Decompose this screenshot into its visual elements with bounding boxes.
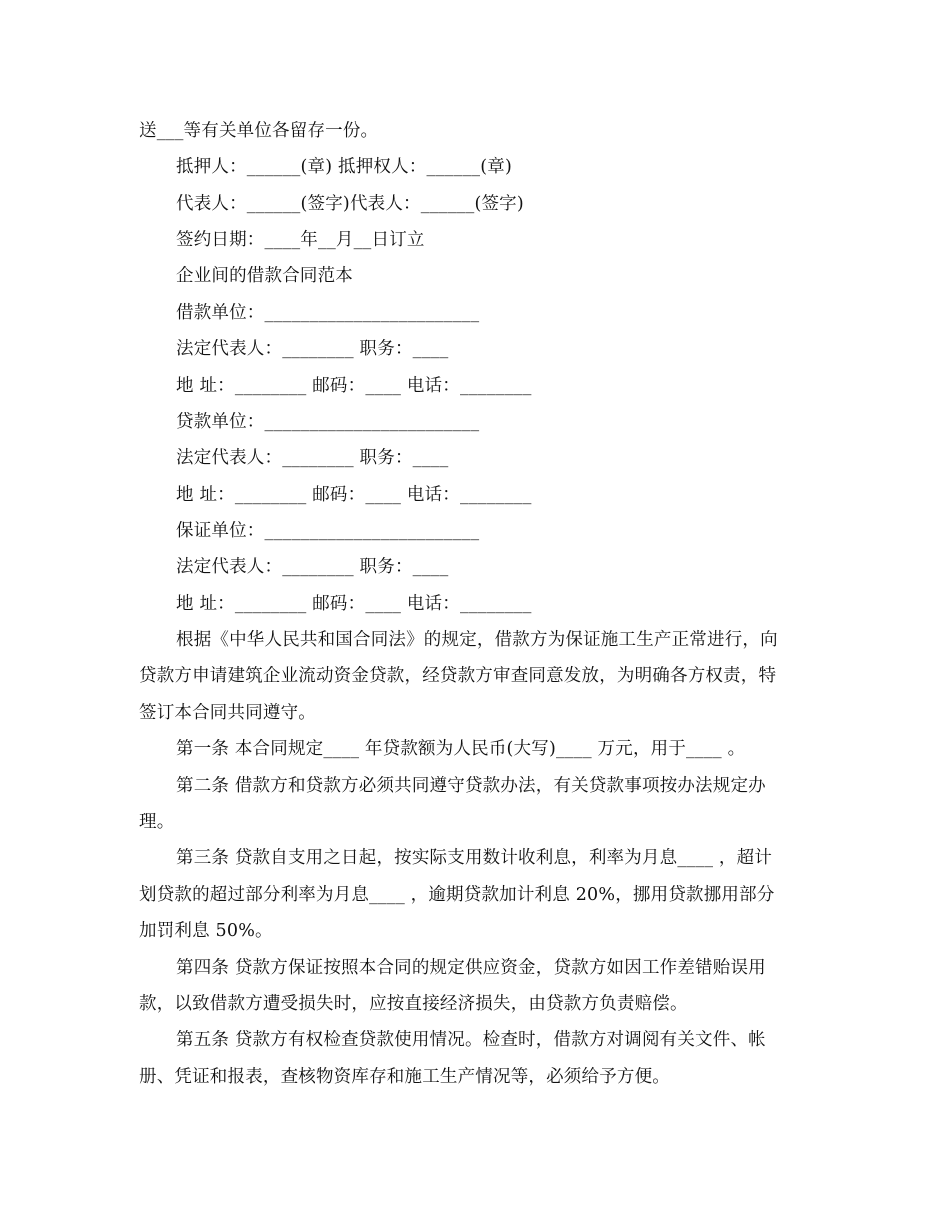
article-2: 第二条 借款方和贷款方必须共同遵守贷款办法，有关贷款事项按办法规定办	[176, 776, 766, 796]
article-5: 第五条 贷款方有权检查贷款使用情况。检查时，借款方对调阅有关文件、帐	[176, 1030, 766, 1050]
guarantor-legal-rep-field: 法定代表人：________ 职务：____	[176, 557, 449, 577]
guarantor-unit-field: 保证单位：________________________	[176, 521, 480, 541]
paragraph-line: 款，以致借款方遭受损失时，应按直接经济损失，由贷款方负责赔偿。	[139, 994, 688, 1014]
article-4: 第四条 贷款方保证按照本合同的规定供应资金，贷款方如因工作差错贻误用	[176, 958, 766, 978]
article-1: 第一条 本合同规定____ 年贷款额为人民币(大写)____ 万元，用于____ 。	[176, 739, 746, 759]
lender-unit-field: 贷款单位：________________________	[176, 412, 480, 432]
borrower-unit-field: 借款单位：________________________	[176, 303, 480, 323]
paragraph-line: 加罚利息 50%。	[139, 921, 273, 941]
lender-legal-rep-field: 法定代表人：________ 职务：____	[176, 448, 449, 468]
lender-address-field: 地 址：________ 邮码：____ 电话：________	[176, 485, 532, 505]
paragraph-line: 贷款方申请建筑企业流动资金贷款，经贷款方审查同意发放，为明确各方权责，特	[139, 666, 777, 686]
article-3: 第三条 贷款自支用之日起，按实际支用数计收利息，利率为月息____ ，超计	[176, 848, 773, 868]
paragraph-line: 册、凭证和报表，查核物资库存和施工生产情况等，必须给予方便。	[139, 1067, 670, 1087]
borrower-legal-rep-field: 法定代表人：________ 职务：____	[176, 339, 449, 359]
paragraph-line: 签订本合同共同遵守。	[139, 703, 316, 723]
paragraph-line: 根据《中华人民共和国合同法》的规定，借款方为保证施工生产正常进行，向	[176, 630, 778, 650]
borrower-address-field: 地 址：________ 邮码：____ 电话：________	[176, 376, 532, 396]
signing-date-line: 签约日期：____年__月__日订立	[176, 230, 425, 250]
paragraph-line: 划贷款的超过部分利率为月息____ ，逾期贷款加计利息 20%，挪用贷款挪用部分	[139, 885, 775, 905]
mortgagor-signature-line: 抵押人：______(章) 抵押权人：______(章)	[176, 157, 512, 177]
section-title: 企业间的借款合同范本	[176, 266, 353, 286]
representative-signature-line: 代表人：______(签字)代表人：______(签字)	[176, 194, 524, 214]
paragraph-line: 理。	[139, 812, 175, 832]
text-line: 送___等有关单位各留存一份。	[139, 121, 379, 141]
guarantor-address-field: 地 址：________ 邮码：____ 电话：________	[176, 594, 532, 614]
